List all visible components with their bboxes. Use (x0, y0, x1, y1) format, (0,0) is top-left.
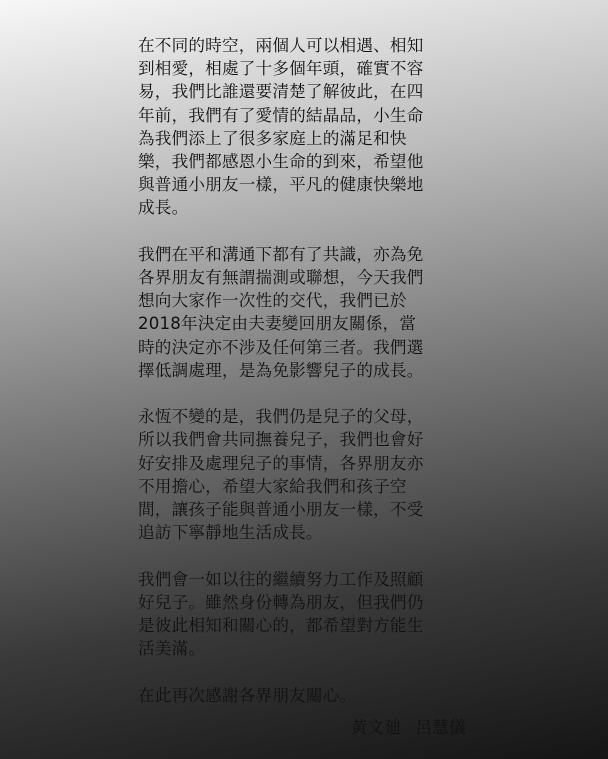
paragraph-5 (138, 684, 480, 707)
statement-line: 2018年決定由夫妻變回朋友關係，當 (138, 314, 417, 334)
statement-line: 追訪下寧靜地生活成長。 (138, 523, 323, 543)
statement-line: 年前，我們有了愛情的結晶品，小生命 (138, 105, 424, 125)
statement-line: 活美滿。 (138, 639, 206, 659)
paragraph-1 (138, 34, 480, 220)
signature-name-2: 呂慧儀 (415, 718, 466, 737)
statement-line: 樂，我們都感恩小生命的到來，希望他 (138, 152, 424, 172)
statement-line: 不用擔心，希望大家給我們和孩子空 (138, 476, 407, 496)
statement-line: 所以我們會共同撫養兒子，我們也會好 (138, 430, 424, 450)
statement-line: 時的決定亦不涉及任何第三者。我們選 (138, 337, 424, 357)
statement-line: 與普通小朋友一樣，平凡的健康快樂地 (138, 175, 424, 195)
statement-line: 在此再次感謝各界朋友關心。 (138, 685, 357, 705)
statement-line: 好兒子。雖然身份轉為朋友，但我們仍 (138, 592, 424, 612)
paragraph-3 (138, 405, 480, 544)
paragraph-4 (138, 568, 480, 661)
statement-line: 我們在平和溝通下都有了共識，亦為免 (138, 244, 424, 264)
statement-line: 間，讓孩子能與普通小朋友一樣，不受 (138, 500, 424, 520)
statement-line: 想向大家作一次性的交代，我們已於 (138, 291, 407, 311)
statement-line: 永恆不變的是，我們仍是兒子的父母， (138, 407, 424, 427)
statement-line: 我們會一如以往的繼續努力工作及照顧 (138, 569, 424, 589)
statement-line: 擇低調處理，是為免影響兒子的成長。 (138, 360, 424, 380)
statement-line: 易，我們比誰還要清楚了解彼此，在四 (138, 82, 424, 102)
statement-line: 各界朋友有無謂揣測或聯想，今天我們 (138, 268, 424, 288)
statement-line: 好安排及處理兒子的事情，各界朋友亦 (138, 453, 424, 473)
statement-body (138, 34, 480, 730)
statement-line: 成長。 (138, 198, 189, 218)
signature-name-1: 黃文廸 (350, 718, 402, 737)
signature (351, 714, 466, 738)
statement-line: 為我們添上了很多家庭上的滿足和快 (138, 128, 407, 148)
paragraph-2 (138, 243, 480, 382)
statement-line: 到相愛，相處了十多個年頭，確實不容 (138, 59, 424, 79)
statement-line: 在不同的時空，兩個人可以相遇、相知 (138, 36, 424, 55)
statement-line: 是彼此相知和關心的，都希望對方能生 (138, 616, 424, 636)
